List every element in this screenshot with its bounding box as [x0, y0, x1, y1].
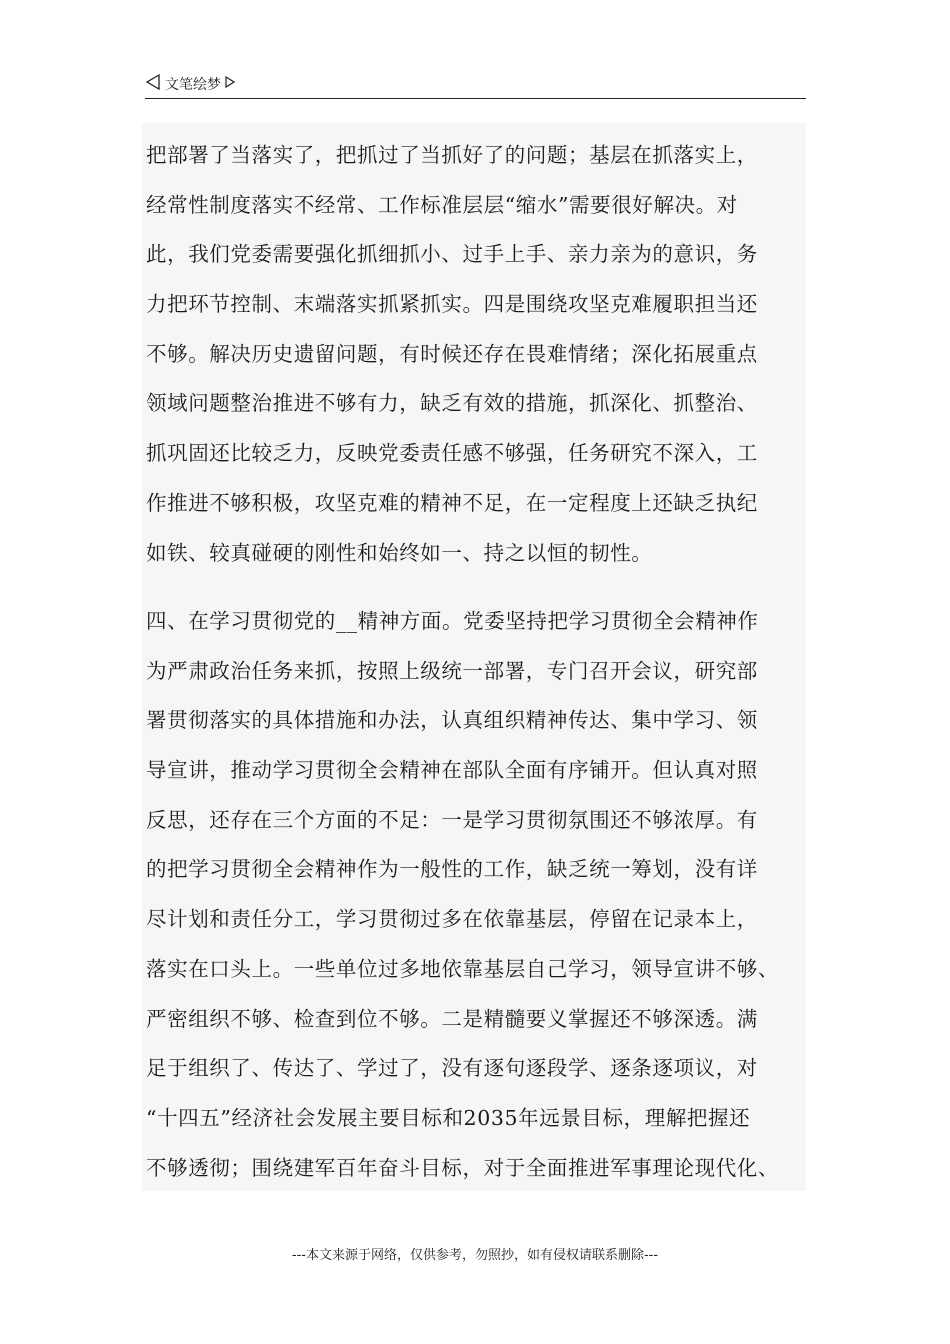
paragraph-1: [146, 131, 806, 578]
text-line: 不够透彻；围绕建军百年奋斗目标，对于全面推进军事理论现代化、: [146, 1155, 779, 1180]
text-line: 严密组织不够、检查到位不够。二是精髓要义掌握还不够深透。满: [146, 1006, 758, 1031]
left-triangle-icon: [145, 74, 161, 94]
text-line: 领域问题整治推进不够有力，缺乏有效的措施，抓深化、抓整治、: [146, 391, 758, 416]
text-line: 经常性制度落实不经常、工作标准层层“缩水”需要很好解决。对: [146, 192, 738, 217]
text-line: 如铁、较真碰硬的刚性和始终如一、持之以恒的韧性。: [146, 540, 653, 565]
text-line: 足于组织了、传达了、学过了，没有逐句逐段学、逐条逐项议，对: [146, 1056, 758, 1081]
header-title: 文笔绘梦: [165, 77, 221, 93]
text-line: 导宣讲，推动学习贯彻全会精神在部队全面有序铺开。但认真对照: [146, 758, 758, 783]
text-line: “十四五”经济社会发展主要目标和2035年远景目标，理解把握还: [146, 1105, 751, 1130]
paragraph-2: [146, 597, 806, 1193]
text-line: 四、在学习贯彻党的__精神方面。党委坚持把学习贯彻全会精神作: [146, 609, 759, 633]
text-line: 抓巩固还比较乏力，反映党委责任感不够强，任务研究不深入，工: [146, 441, 758, 466]
text-line: 此，我们党委需要强化抓细抓小、过手上手、亲力亲为的意识，务: [146, 242, 758, 267]
text-line: 署贯彻落实的具体措施和办法，认真组织精神传达、集中学习、领: [146, 708, 758, 733]
text-line: 尽计划和责任分工，学习贯彻过多在依靠基层，停留在记录本上，: [146, 907, 758, 932]
document-body: [142, 123, 806, 1191]
text-line: 反思，还存在三个方面的不足：一是学习贯彻氛围还不够浓厚。有: [146, 807, 758, 832]
text-line: 落实在口头上。一些单位过多地依靠基层自己学习，领导宣讲不够、: [146, 956, 779, 981]
text-line: 作推进不够积极，攻坚克难的精神不足，在一定程度上还缺乏执纪: [146, 490, 758, 515]
text-line: 把部署了当落实了，把抓过了当抓好了的问题；基层在抓落实上，: [146, 143, 758, 167]
page-header: [145, 74, 806, 99]
right-triangle-icon: [225, 76, 235, 92]
text-line: 不够。解决历史遗留问题，有时候还存在畏难情绪；深化拓展重点: [146, 341, 758, 366]
text-line: 的把学习贯彻全会精神作为一般性的工作，缺乏统一筹划，没有详: [146, 857, 758, 882]
page-footer: ---本文来源于网络，仅供参考，勿照抄，如有侵权请联系删除---: [291, 1248, 659, 1263]
text-line: 力把环节控制、末端落实抓紧抓实。四是围绕攻坚克难履职担当还: [146, 292, 758, 317]
text-line: 为严肃政治任务来抓，按照上级统一部署，专门召开会议，研究部: [146, 658, 758, 683]
